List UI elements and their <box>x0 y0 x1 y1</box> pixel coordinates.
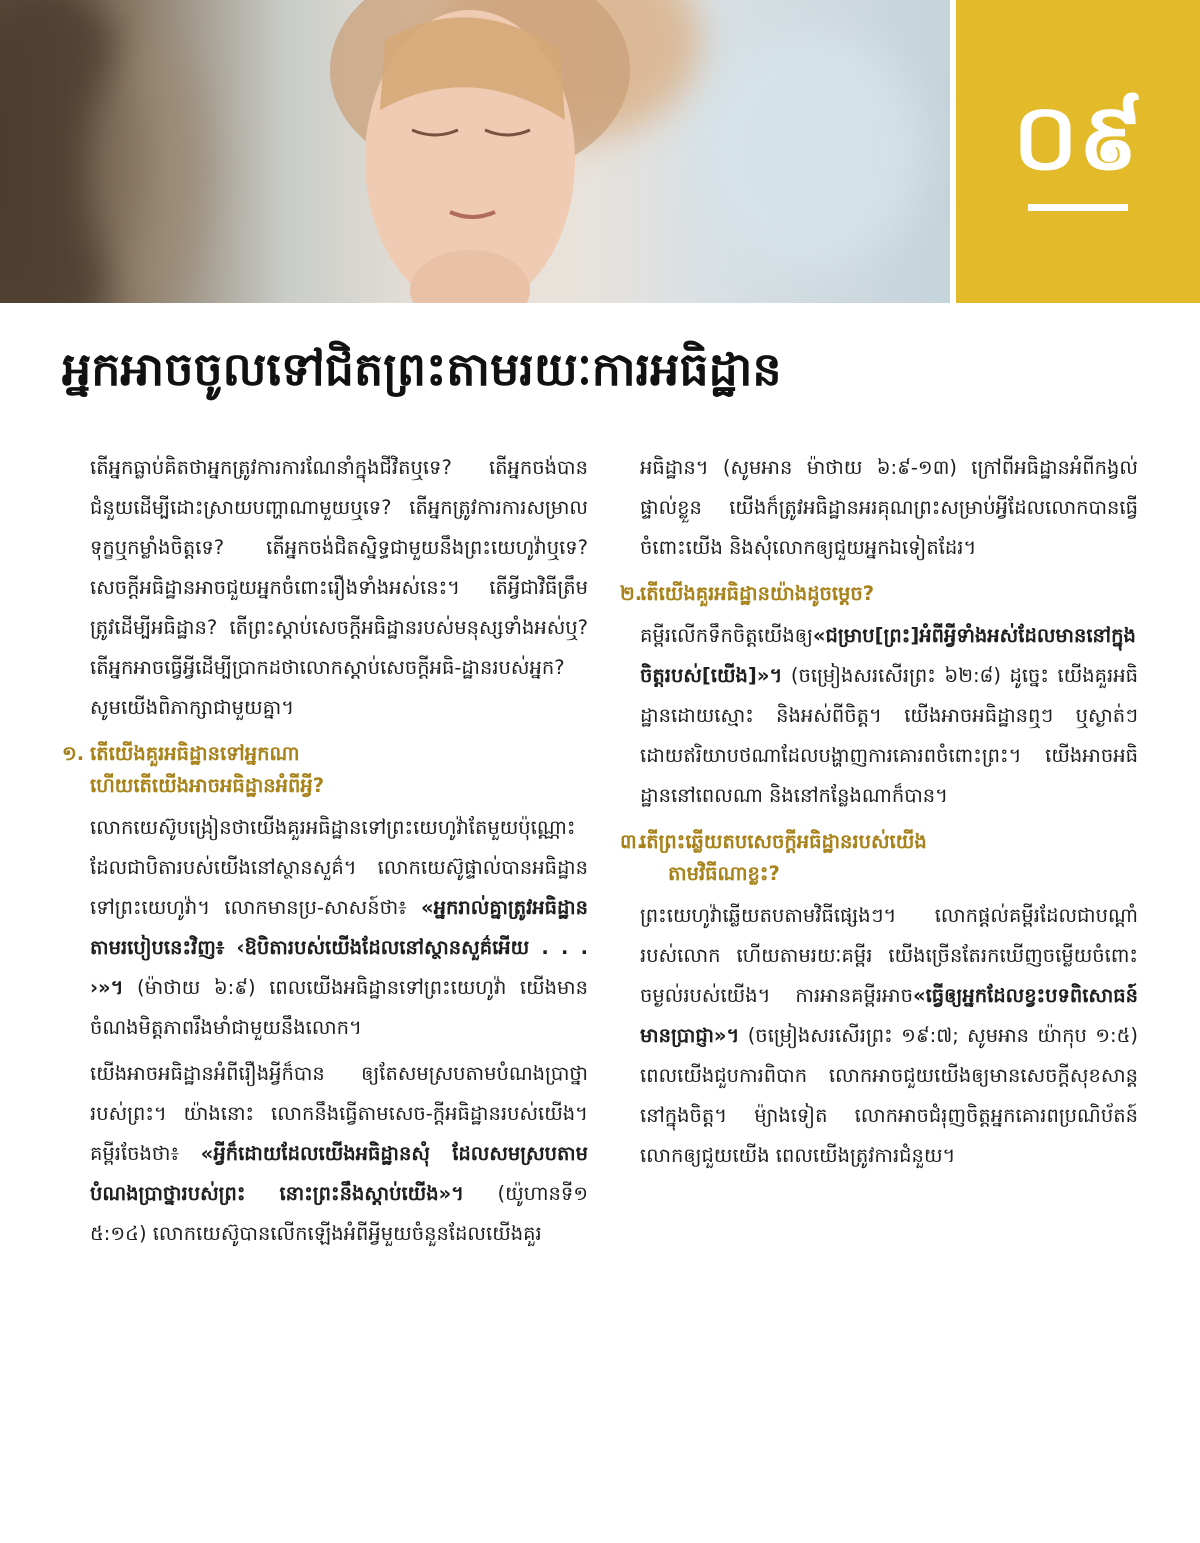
section-3-citation: (ចម្រៀងសរសើរព្រះ ១៩:៧; សូមអាន យ៉ាកុប ១:៥) ពេលយើងជួបការពិបាក លោកអាចជួយយើងឲ្យមានសេចក្ដីសុខសាន្តនៅក្នុងចិត្ត។ ម៉្យាងទៀត លោកអាចជំរុញចិត្តអ្នកគោរពប្រណិប័តន៍លោកឲ្យជួយយើង ពេលយើងត្រូវការជំនួយ។ <box>640 1024 1138 1167</box>
section-3-text: ព្រះយេហូវ៉ាឆ្លើយតបតាមវិធីផ្សេងៗ។ លោកផ្ដល់គម្ពីរដែលជាបណ្ដាំរបស់លោក ហើយតាមរយៈគម្ពីរ យើងច្រើនតែរកឃើញចម្លើយចំពោះចម្ងល់របស់យើង។ ការអានគម្ពីរអាច <box>640 904 1138 1007</box>
lesson-number: ០៩ <box>1012 84 1144 191</box>
section-2-paragraph <box>640 616 1138 816</box>
scripture-quote: «អ្នករាល់គ្នាត្រូវអធិដ្ឋានតាមរបៀបនេះវិញ៖ ‹ឱបិតារបស់យើងដែលនៅស្ថានសួគ៌អើយ . . . ›»។ <box>90 896 588 999</box>
section-1-paragraph-2 <box>90 1054 588 1254</box>
woman-face-illustration <box>0 0 950 303</box>
scripture-quote: «ជម្រាប[ព្រះ]អំពីអ្វីទាំងអស់ដែលមាននៅក្នុងចិត្តរបស់[យើង]»។ <box>640 624 1136 687</box>
section-2-number: ២. <box>620 582 643 605</box>
section-3-number: ៣. <box>620 830 645 853</box>
section-1-number: ១. <box>62 742 85 765</box>
section-3-paragraph <box>640 896 1138 1176</box>
section-1-p1-citation: (ម៉ាថាយ ៦:៩) ពេលយើងអធិដ្ឋានទៅព្រះយេហូវ៉ា យើងមានចំណងមិត្តភាពរឹងមាំជាមួយនឹងលោក។ <box>90 976 588 1039</box>
section-1-p1-text: លោកយេស៊ូបង្រៀនថាយើងគួរអធិដ្ឋានទៅព្រះយេហូវ៉ាតែមួយប៉ុណ្ណោះ ដែលជាបិតារបស់យើងនៅស្ថានសួគ៌។ លោកយេស៊ូផ្ទាល់បានអធិដ្ឋានទៅព្រះយេហូវ៉ា។ លោកមានប្រ-សាសន៍ថា៖ <box>90 816 588 919</box>
intro-paragraph: តើអ្នកធ្លាប់គិតថាអ្នកត្រូវការការណែនាំក្នុងជីវិតឬទេ? តើអ្នកចង់បានជំនួយដើម្បីដោះស្រាយបញ្ហាណាមួយឬទេ? តើអ្នកត្រូវការការសម្រាលទុក្ខឬកម្លាំងចិត្តទេ? តើអ្នកចង់ជិតស្និទ្ធជាមួយនឹងព្រះយេហូវ៉ាឬទេ? សេចក្ដីអធិដ្ឋានអាចជួយអ្នកចំពោះរឿងទាំងអស់នេះ។ តើអ្វីជាវិធីត្រឹមត្រូវដើម្បីអធិដ្ឋាន? តើព្រះស្ដាប់សេចក្ដីអធិដ្ឋានរបស់មនុស្សទាំងអស់ឬ? តើអ្នកអាចធ្វើអ្វីដើម្បីប្រាកដថាលោកស្ដាប់សេចក្ដីអធិ-ដ្ឋានរបស់អ្នក? សូមយើងពិភាក្សាជាមួយគ្នា។ <box>90 456 588 719</box>
section-1-heading-line1: តើយើងគួរអធិដ្ឋានទៅអ្នកណា <box>90 742 300 765</box>
section-2-heading-line1: តើយើងគួរអធិដ្ឋានយ៉ាងដូចម្ដេច? <box>640 582 875 605</box>
hero-photo <box>0 0 950 303</box>
section-1-p2-text: យើងអាចអធិដ្ឋានអំពីរឿងអ្វីក៏បាន ឲ្យតែសមស្របតាមបំណងប្រាថ្នារបស់ព្រះ។ យ៉ាងនោះ លោកនឹងធ្វើតាមសេច-ក្ដីអធិដ្ឋានរបស់យើង។ គម្ពីរចែងថា៖ <box>90 1062 588 1165</box>
scripture-quote: «អ្វីក៏ដោយដែលយើងអធិដ្ឋានសុំ ដែលសមស្របតាមបំណងប្រាថ្នារបស់ព្រះ នោះព្រះនឹងស្ដាប់យើង»។ <box>90 1142 588 1205</box>
right-column <box>620 448 1138 1176</box>
section-3-heading <box>620 826 1138 890</box>
scripture-quote: «ធ្វើឲ្យអ្នកដែលខ្វះបទពិសោធន៍មានប្រាជ្ញា»។ <box>640 984 1138 1047</box>
section-2-text: គម្ពីរលើកទឹកចិត្តយើងឲ្យ <box>640 624 813 647</box>
section-1-p2-citation: (យ៉ូហានទី១ ៥:១៤) លោកយេស៊ូបានលើកឡើងអំពីអ្វីមួយចំនួនដែលយើងគួរ <box>90 1182 588 1245</box>
lesson-number-underline <box>1028 204 1128 211</box>
page-title: អ្នកអាចចូលទៅជិតព្រះតាមរយៈការអធិដ្ឋាន <box>62 342 782 396</box>
section-1-paragraph-1 <box>90 808 588 1048</box>
section-2-citation: (ចម្រៀងសរសើរព្រះ ៦២:៨) ដូច្នេះ យើងគួរអធិដ្ឋានដោយស្មោះ និងអស់ពីចិត្ត។ យើងអាចអធិដ្ឋានឮៗ ឬស្ងាត់ៗ ដោយឥរិយាបថណាដែលបង្ហាញការគោរពចំពោះព្រះ។ យើងអាចអធិដ្ឋាននៅពេលណា និងនៅកន្លែងណាក៏បាន។ <box>640 664 1138 807</box>
section-1-heading-line2: ហើយតើយើងអាចអធិដ្ឋានអំពីអ្វី? <box>90 774 325 797</box>
section-2-heading <box>620 578 1138 610</box>
lesson-number-badge <box>956 0 1200 303</box>
section-1-paragraph-continued: អធិដ្ឋាន។ (សូមអាន ម៉ាថាយ ៦:៩-១៣) ក្រៅពីអធិដ្ឋានអំពីកង្វល់ផ្ទាល់ខ្លួន យើងក៏ត្រូវអធិដ្ឋានអរគុណព្រះសម្រាប់អ្វីដែលលោកបានធ្វើចំពោះយើង និងសុំលោកឲ្យជួយអ្នកឯទៀតដែរ។ <box>640 456 1138 559</box>
section-3-heading-line1: តើព្រះឆ្លើយតបសេចក្ដីអធិដ្ឋានរបស់យើង <box>640 830 927 853</box>
section-1-heading <box>62 738 588 802</box>
left-column <box>62 448 588 1254</box>
section-3-heading-line2: តាមវិធីណាខ្លះ? <box>668 862 780 885</box>
